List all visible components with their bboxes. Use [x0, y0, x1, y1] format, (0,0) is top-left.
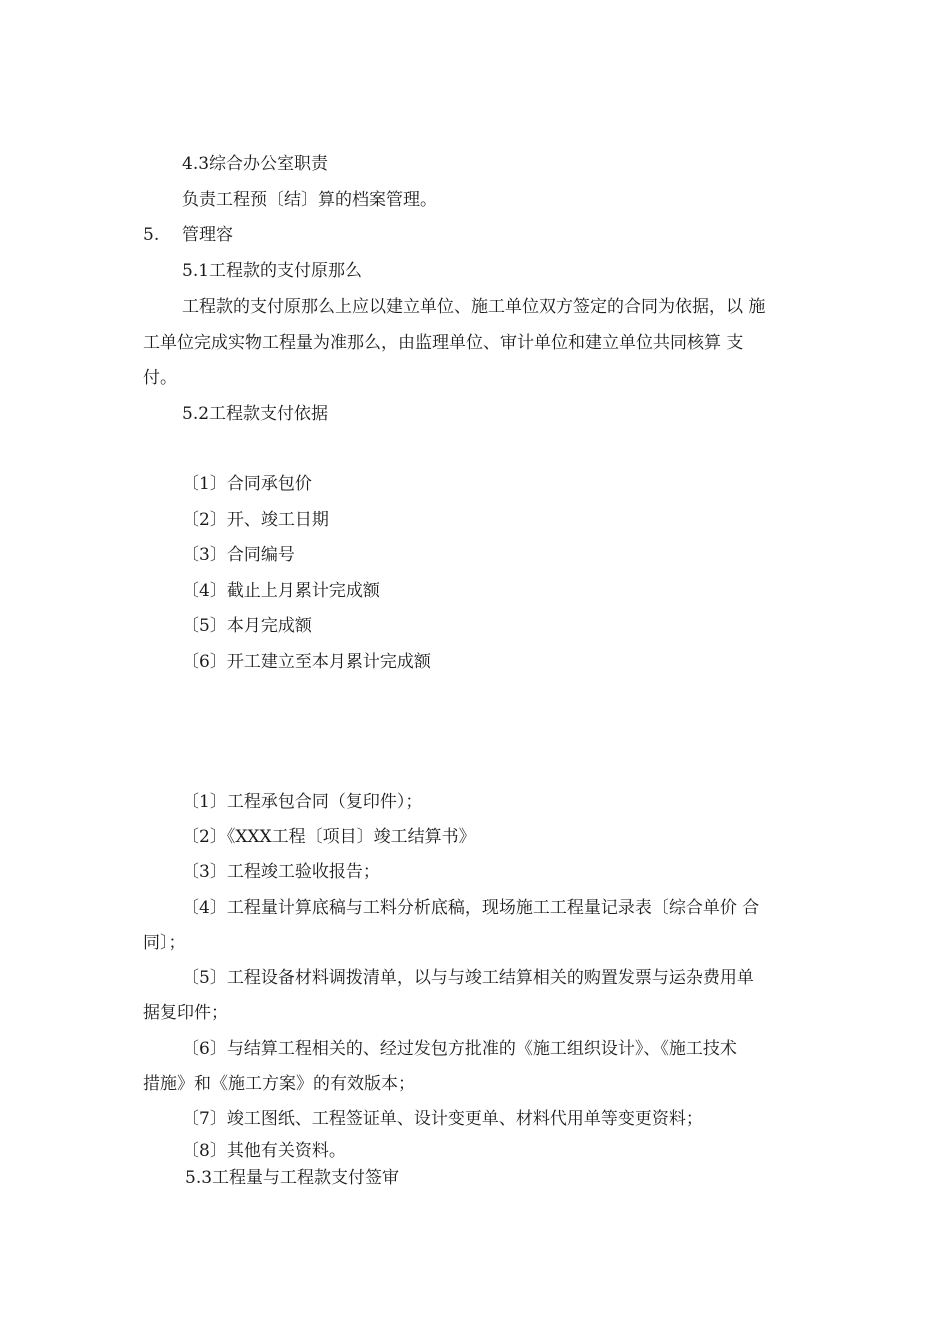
document-list-item-8: 〔8〕其他有关资料。	[182, 1141, 346, 1161]
document-list-item-7: 〔7〕竣工图纸、工程签证单、设计变更单、材料代用单等变更资料；	[182, 1109, 703, 1129]
section-4-3-body: 负责工程预〔结〕算的档案管理。	[182, 190, 437, 210]
section-5-1-body-line2: 工单位完成实物工程量为准那么，由监理单位、审计单位和建立单位共同核算 支	[143, 333, 744, 353]
document-list-item-6-line2: 措施》和《施工方案》的有效版本；	[143, 1074, 415, 1094]
section-5-1-heading: 5.1工程款的支付原那么	[182, 261, 363, 281]
section-5-2-heading: 5.2工程款支付依据	[182, 404, 329, 424]
list-item: 〔6〕开工建立至本月累计完成额	[182, 652, 431, 672]
section-5-1-body-line3: 付。	[143, 368, 177, 388]
section-5-number: 5.	[143, 225, 160, 245]
document-list-item-5-line2: 据复印件；	[143, 1003, 228, 1023]
document-list-item-6-line1: 〔6〕与结算工程相关的、经过发包方批准的《施工组织设计》、《施工技术	[182, 1039, 737, 1059]
document-list-item-4-line1: 〔4〕工程量计算底稿与工料分析底稿，现场施工工程量记录表〔综合单价 合	[182, 898, 760, 918]
list-item: 〔1〕合同承包价	[182, 474, 312, 494]
section-4-3-heading: 4.3综合办公室职责	[182, 154, 329, 174]
list-item: 〔5〕本月完成额	[182, 616, 312, 636]
document-list-item-1: 〔1〕工程承包合同（复印件）；	[182, 792, 423, 812]
list-item: 〔4〕截止上月累计完成额	[182, 581, 380, 601]
section-5-3-heading: 5.3工程量与工程款支付签审	[185, 1168, 400, 1188]
document-list-item-3: 〔3〕工程竣工验收报告；	[182, 862, 380, 882]
document-list-item-4-line2: 同〕；	[143, 933, 186, 953]
section-5-heading: 管理容	[182, 225, 233, 245]
document-list-item-5-line1: 〔5〕工程设备材料调拨清单，以与与竣工结算相关的购置发票与运杂费用单	[182, 968, 754, 988]
document-list-item-2: 〔2〕《XXX工程〔项目〕竣工结算书》	[182, 827, 476, 847]
list-item: 〔2〕开、竣工日期	[182, 510, 329, 530]
list-item: 〔3〕合同编号	[182, 545, 295, 565]
section-5-1-body-line1: 工程款的支付原那么上应以建立单位、施工单位双方签定的合同为依据，以 施	[182, 297, 766, 317]
